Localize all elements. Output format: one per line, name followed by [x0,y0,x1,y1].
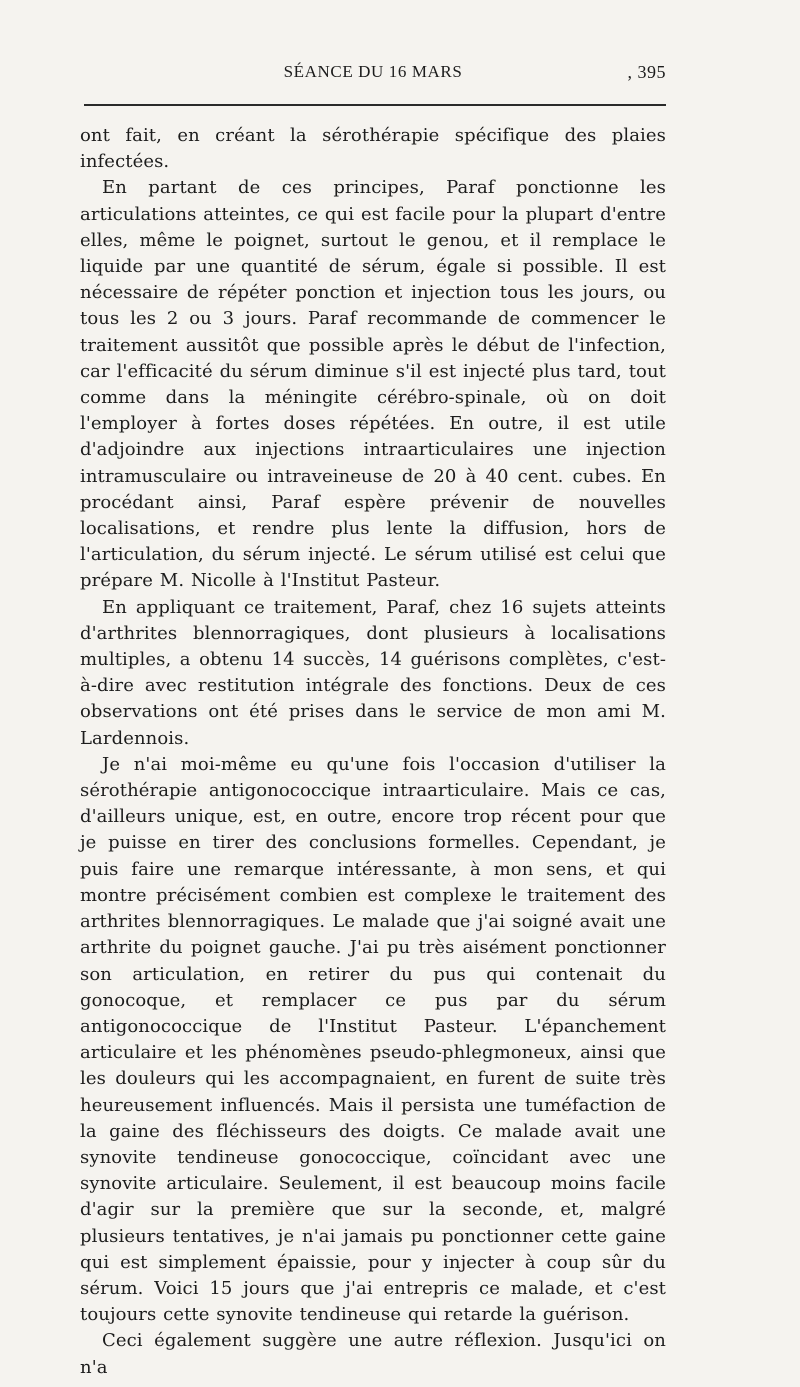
header-rule [84,104,666,106]
paragraph-continuation: ont fait, en créant la sérothérapie spécifique des plaies infectées. [80,125,666,173]
paragraph-author-case: Je n'ai moi-même eu qu'une fois l'occasion d'utiliser la sérothérapie antigonococcique intraarticulaire. Mais ce cas, d'ailleurs unique, est, en outre, encore trop récent pour que je puisse en tirer des conclusions formelles. Cependant, je puis faire une remarque intéressante, à mon sens, et qui montre précisément combien est complexe le traitement des arthrites blennorragiques. Le malade que j'ai soigné avait une arthrite du poignet gauche. J'ai pu très aisément ponctionner son articulation, en retirer du pus qui contenait du gonocoque, et remplacer ce pus par du sérum antigonococcique de l'Institut Pasteur. L'épanchement articulaire et les phénomènes pseudo-phlegmoneux, ainsi que les douleurs qui les accompagnaient, en furent de suite très heureusement influencés. Mais il persista une tuméfaction de la gaine des fléchisseurs des doigts. Ce malade avait une synovite tendineuse gonococcique, coïncidant avec une synovite articulaire. Seulement, il est beaucoup moins facile d'agir sur la première que sur la seconde, et, malgré plusieurs tentatives, je n'ai jamais pu ponctionner cette gaine qui est simplement épaissie, pour y injecter à coup sûr du sérum. Voici 15 jours que j'ai entrepris ce malade, et c'est toujours cette synovite tendineuse qui retarde la guérison. [80,753,666,1326]
page-number: , 395 [627,62,666,82]
paragraph-paraf-results: En appliquant ce traitement, Paraf, chez 16 sujets atteints d'arthrites blennorragiques, dont plusieurs à localisations multiples, a obtenu 14 succès, 14 guérisons complètes, c'est-à-dire avec restitution intégrale des fonctions. Deux de ces observations ont été prises dans le service de mon ami M. Lardennois. [80,596,666,749]
paragraph-paraf-method: En partant de ces principes, Paraf ponctionne les articulations atteintes, ce qui est facile pour la plupart d'entre elles, même le poignet, surtout le genou, et il remplace le liquide par une quantité de sérum, égale si possible. Il est nécessaire de répéter ponction et injection tous les jours, ou tous les 2 ou 3 jours. Paraf recommande de commencer le traitement aussitôt que possible après le début de l'infection, car l'efficacité du sérum diminue s'il est injecté plus tard, tout comme dans la méningite cérébro-spinale, où on doit l'employer à fortes doses répétées. En outre, il est utile d'adjoindre aux injections intraarticulaires une injection intramusculaire ou intraveineuse de 20 à 40 cent. cubes. En procédant ainsi, Paraf espère prévenir de nouvelles localisations, et rendre plus lente la diffusion, hors de l'articulation, du sérum injecté. Le sérum utilisé est celui que prépare M. Nicolle à l'Institut Pasteur. [80,177,666,592]
paragraph-reflection: Ceci également suggère une autre réflexion. Jusqu'ici on n'a [80,1330,666,1378]
running-head [80,62,666,88]
running-title: SÉANCE DU 16 MARS [283,62,463,81]
body-text [80,123,666,1381]
